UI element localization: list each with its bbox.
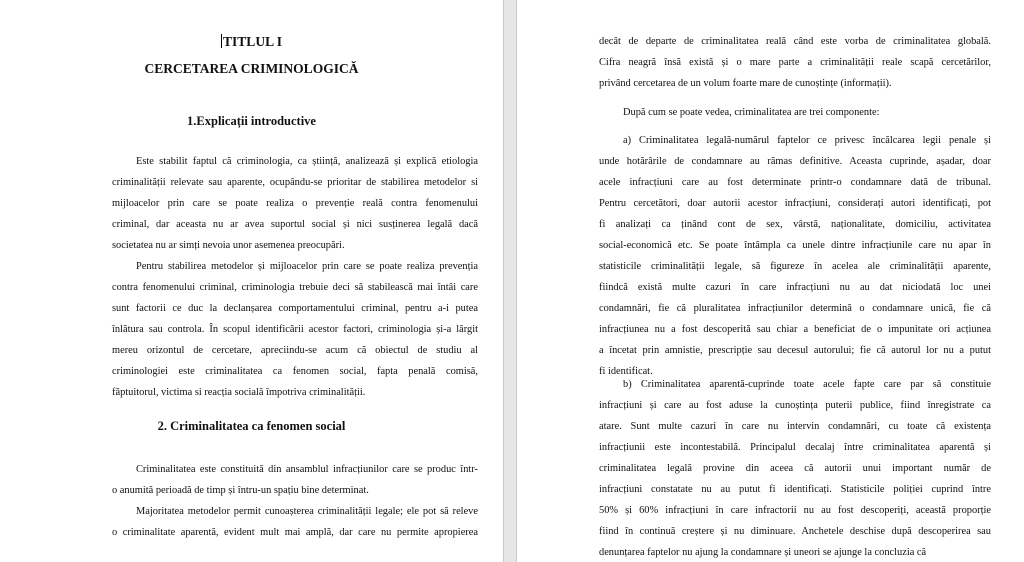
- paragraph-line: Criminalitatea este constituită din ansamblul infracțiunilor care se produc într-: [136, 464, 478, 475]
- paragraph-line: a) Criminalitatea legală-numărul faptelor ce privesc încălcarea legii penale și: [623, 135, 991, 146]
- paragraph-line: mijloacelor prin care se poate realiza o prevenție reală contra fenomenului: [112, 198, 478, 209]
- paragraph-line: făptuitorul, victima si reacția socială împotriva criminalității.: [112, 387, 366, 398]
- paragraph-line: infracțiunea nu a fost descoperită sau chiar a beneficiat de o impunitate ori acțiunea: [599, 324, 991, 335]
- paragraph-line: contra fenomenului criminal, criminologia trebuie deci să stabilească mai întâi care: [112, 282, 478, 293]
- paragraph-line: statisticile criminalității legale, să figureze în acelea ale criminalității aparente,: [599, 261, 991, 272]
- document-title: [0, 34, 503, 50]
- paragraph-line: sunt factorii ce duc la declanșarea comportamentului criminal, pentru a-i putea: [112, 303, 478, 314]
- paragraph-line: fi analizați ca ținând cont de sex, vârstă, naționalitate, domiciliu, activitatea: [599, 219, 991, 230]
- section-heading-1: 1.Explicații introductive: [187, 114, 316, 128]
- paragraph-line: criminal, dar aceasta nu ar avea suportul social și nici susținerea legală dacă: [112, 219, 478, 230]
- paragraph-line: fiind în continuă creștere și nu diminuare. Anchetele deschise după descoperirea sau: [599, 526, 991, 537]
- document-subtitle: CERCETAREA CRIMINOLOGICĂ: [144, 61, 359, 76]
- paragraph-line: criminalitatea legală provine din aceea că autorii unui important număr de: [599, 463, 991, 474]
- paragraph-line: Pentru cercetători, doar autorii acestor infracțiuni, considerați autori identificați, pot: [599, 198, 991, 209]
- section-heading-2: 2. Criminalitatea ca fenomen social: [157, 419, 346, 433]
- paragraph-line: o criminalitate aparentă, evident mult mai amplă, dar care nu permite apropierea: [112, 527, 478, 538]
- paragraph-line: privând cercetarea de un volum foarte mare de cunoștințe (informații).: [599, 78, 892, 89]
- paragraph-line: fi identificat.: [599, 366, 653, 377]
- paragraph-line: fiindcă există multe cazuri în care infracțiuni nu au dat niciodată loc unei: [599, 282, 991, 293]
- paragraph-line: atare. Sunt multe cazuri în care nu intervin condamnări, cu toate că existența: [599, 421, 991, 432]
- paragraph-line: 50% și 60% infracțiuni în care infractorii nu au fost descoperiți, această proporție: [599, 505, 991, 516]
- paragraph-line: condamnări, fie că pluralitatea infracțiunilor determină o condamnare unică, fie că: [599, 303, 991, 314]
- paragraph-line: acele infracțiuni care au fost determinate printr-o condamnare dată de tribunal.: [599, 177, 991, 188]
- paragraph-line: decât de departe de criminalitatea reală când este vorba de criminalitatea globală.: [599, 36, 991, 47]
- paragraph-line: Pentru stabilirea metodelor și mijloacelor prin care se poate realiza prevenția: [136, 261, 478, 272]
- paragraph-line: social-economică etc. Se poate întâmpla ca unele dintre infracțiunile care nu apar în: [599, 240, 991, 251]
- paragraph-line: mereu orizontul de cercetare, apreciindu-se acum că obiectul de studiu al: [112, 345, 478, 356]
- paragraph-line: Cifra neagră însă există și o mare parte a criminalității reale scapă cercetărilor,: [599, 57, 991, 68]
- document-page-left[interactable]: [0, 0, 504, 562]
- paragraph-line: criminalității relevate sau aparente, ocupându-se prioritar de stabilirea metodelor si: [112, 177, 478, 188]
- paragraph-line: înlătura sau controla. În scopul identificării acestor factori, criminologia și-a lărgit: [112, 324, 478, 335]
- paragraph-line: a încetat prin amnistie, prescripție sau decesul autorului; fie că autorul lor nu a putut: [599, 345, 991, 356]
- paragraph-line: infracțiuni și care au fost aduse la cunoștința puterii publice, fiind înregistrate ca: [599, 400, 991, 411]
- paragraph-line: societatea nu ar simți nevoia unor asemenea preocupări.: [112, 240, 345, 251]
- paragraph-line: denunțarea faptelor nu ajung la condamnare și uneori se ajunge la concluzia că: [599, 547, 927, 558]
- paragraph-line: infracțiunii este incontestabilă. Principalul decalaj între criminalitatea aparentă și: [599, 442, 991, 453]
- paragraph-line: unde hotărârile de condamnare au rămas definitive. Aceasta cuprinde, așadar, doar: [599, 156, 991, 167]
- paragraph-line: După cum se poate vedea, criminalitatea are trei componente:: [623, 107, 880, 118]
- paragraph-line: Majoritatea metodelor permit cunoașterea criminalității legale; ele pot să releve: [136, 506, 478, 517]
- paragraph-line: criminologiei este criminalitatea ca fenomen social, fapta penală comisă,: [112, 366, 478, 377]
- paragraph-line: infracțiuni constatate nu au putut fi identificați. Statisticile poliției cuprind între: [599, 484, 991, 495]
- paragraph-line: b) Criminalitatea aparentă-cuprinde toate acele fapte care par să constituie: [623, 379, 991, 390]
- title-text: TITLUL I: [223, 34, 282, 49]
- paragraph-line: o anumită perioadă de timp și întru-un spațiu bine determinat.: [112, 485, 369, 496]
- text-cursor: [221, 34, 222, 48]
- paragraph-line: Este stabilit faptul că criminologia, ca știință, analizează și explică etiologia: [136, 156, 478, 167]
- document-page-right[interactable]: [516, 0, 1024, 562]
